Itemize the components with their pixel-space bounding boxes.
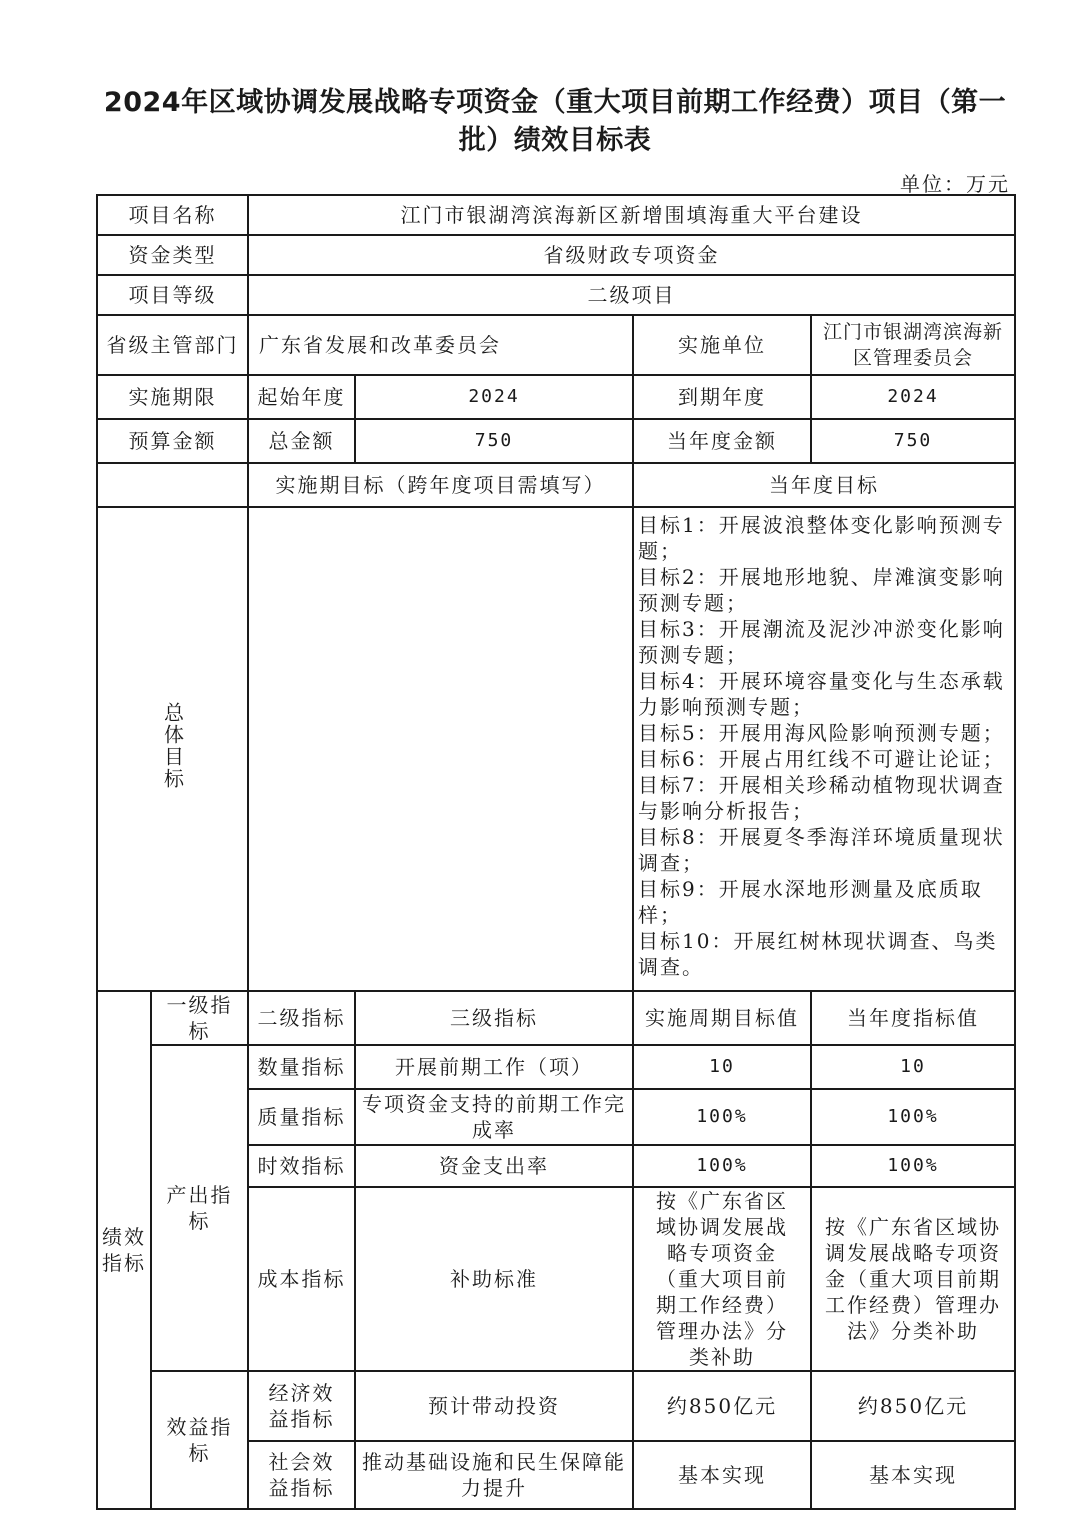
year-value-cell: 约850亿元 bbox=[811, 1371, 1015, 1441]
overall-goal-current bbox=[633, 507, 1015, 991]
header-level3: 三级指标 bbox=[355, 991, 633, 1045]
level3-cell: 资金支出率 bbox=[355, 1145, 633, 1187]
goal-item: 目标2：开展地形地貌、岸滩演变影响预测专题； bbox=[638, 565, 1005, 615]
indicator-group-label bbox=[97, 991, 151, 1509]
current-amount-label: 当年度金额 bbox=[633, 419, 811, 463]
impl-unit-value: 江门市银湖湾滨海新区管理委员会 bbox=[811, 315, 1015, 375]
level2-cell: 经济效益指标 bbox=[248, 1371, 355, 1441]
goal-item: 目标3：开展潮流及泥沙冲淤变化影响预测专题； bbox=[638, 617, 1005, 667]
overall-goal-period bbox=[248, 507, 633, 991]
end-year-value: 2024 bbox=[811, 375, 1015, 419]
level2-cell: 社会效益指标 bbox=[248, 1441, 355, 1509]
indicator-group-text: 绩效指标 bbox=[102, 1225, 146, 1275]
level2-cell: 数量指标 bbox=[248, 1045, 355, 1089]
year-value-cell: 100% bbox=[811, 1089, 1015, 1145]
year-value-cell: 10 bbox=[811, 1045, 1015, 1089]
overall-goal-label-text: 总体目标 bbox=[160, 702, 185, 790]
goal-item: 目标6：开展占用红线不可避让论证； bbox=[638, 747, 1005, 771]
dept-value: 广东省发展和改革委员会 bbox=[248, 315, 633, 375]
header-period-value: 实施周期目标值 bbox=[633, 991, 811, 1045]
level3-cell: 专项资金支持的前期工作完成率 bbox=[355, 1089, 633, 1145]
project-name-label: 项目名称 bbox=[97, 195, 248, 235]
header-year-value: 当年度指标值 bbox=[811, 991, 1015, 1045]
goal-item: 目标7：开展相关珍稀动植物现状调查与影响分析报告； bbox=[638, 773, 1005, 823]
level2-cell: 时效指标 bbox=[248, 1145, 355, 1187]
goal-item: 目标5：开展用海风险影响预测专题； bbox=[638, 721, 1005, 745]
level2-cell: 成本指标 bbox=[248, 1187, 355, 1371]
output-indicator-label: 产出指标 bbox=[151, 1045, 248, 1371]
dept-label: 省级主管部门 bbox=[97, 315, 248, 375]
period-goal-header: 实施期目标（跨年度项目需填写） bbox=[248, 463, 633, 507]
page-title: 2024年区域协调发展战略专项资金（重大项目前期工作经费）项目（第一批）绩效目标表 bbox=[103, 87, 1007, 156]
goal-item: 目标9：开展水深地形测量及底质取样； bbox=[638, 877, 983, 927]
start-year-value: 2024 bbox=[355, 375, 633, 419]
level3-cell: 推动基础设施和民生保障能力提升 bbox=[355, 1441, 633, 1509]
overall-goal-label bbox=[97, 507, 248, 991]
project-level-value: 二级项目 bbox=[248, 275, 1015, 315]
performance-target-table bbox=[96, 194, 1016, 1510]
period-value-cell: 100% bbox=[633, 1089, 811, 1145]
year-value-cell: 基本实现 bbox=[811, 1441, 1015, 1509]
end-year-label: 到期年度 bbox=[633, 375, 811, 419]
period-value-cell: 10 bbox=[633, 1045, 811, 1089]
total-label: 总金额 bbox=[248, 419, 355, 463]
period-value-cell: 按《广东省区域协调发展战略专项资金（重大项目前期工作经费）管理办法》分类补助 bbox=[633, 1187, 811, 1371]
header-level1: 一级指标 bbox=[151, 991, 248, 1045]
goal-item: 目标1：开展波浪整体变化影响预测专题； bbox=[638, 513, 1005, 563]
period-value-cell: 约850亿元 bbox=[633, 1371, 811, 1441]
period-value-cell: 100% bbox=[633, 1145, 811, 1187]
header-level2: 二级指标 bbox=[248, 991, 355, 1045]
goal-item: 目标8：开展夏冬季海洋环境质量现状调查； bbox=[638, 825, 1005, 875]
level3-cell: 预计带动投资 bbox=[355, 1371, 633, 1441]
level2-cell: 质量指标 bbox=[248, 1089, 355, 1145]
fund-type-value: 省级财政专项资金 bbox=[248, 235, 1015, 275]
period-value-cell: 基本实现 bbox=[633, 1441, 811, 1509]
current-amount-value: 750 bbox=[811, 419, 1015, 463]
impl-unit-label: 实施单位 bbox=[633, 315, 811, 375]
goal-item: 目标4：开展环境容量变化与生态承载力影响预测专题； bbox=[638, 669, 1005, 719]
benefit-indicator-label: 效益指标 bbox=[151, 1371, 248, 1509]
blank-header-cell bbox=[97, 463, 248, 507]
project-name-value: 江门市银湖湾滨海新区新增围填海重大平台建设 bbox=[248, 195, 1015, 235]
year-value-cell: 按《广东省区域协调发展战略专项资金（重大项目前期工作经费）管理办法》分类补助 bbox=[811, 1187, 1015, 1371]
fund-type-label: 资金类型 bbox=[97, 235, 248, 275]
total-value: 750 bbox=[355, 419, 633, 463]
unit-label: 单位：万元 bbox=[900, 172, 1010, 196]
project-level-label: 项目等级 bbox=[97, 275, 248, 315]
current-goal-header: 当年度目标 bbox=[633, 463, 1015, 507]
year-value-cell: 100% bbox=[811, 1145, 1015, 1187]
start-year-label: 起始年度 bbox=[248, 375, 355, 419]
goal-item: 目标10：开展红树林现状调查、鸟类调查。 bbox=[638, 929, 998, 979]
level3-cell: 补助标准 bbox=[355, 1187, 633, 1371]
period-label: 实施期限 bbox=[97, 375, 248, 419]
level3-cell: 开展前期工作（项） bbox=[355, 1045, 633, 1089]
budget-label: 预算金额 bbox=[97, 419, 248, 463]
